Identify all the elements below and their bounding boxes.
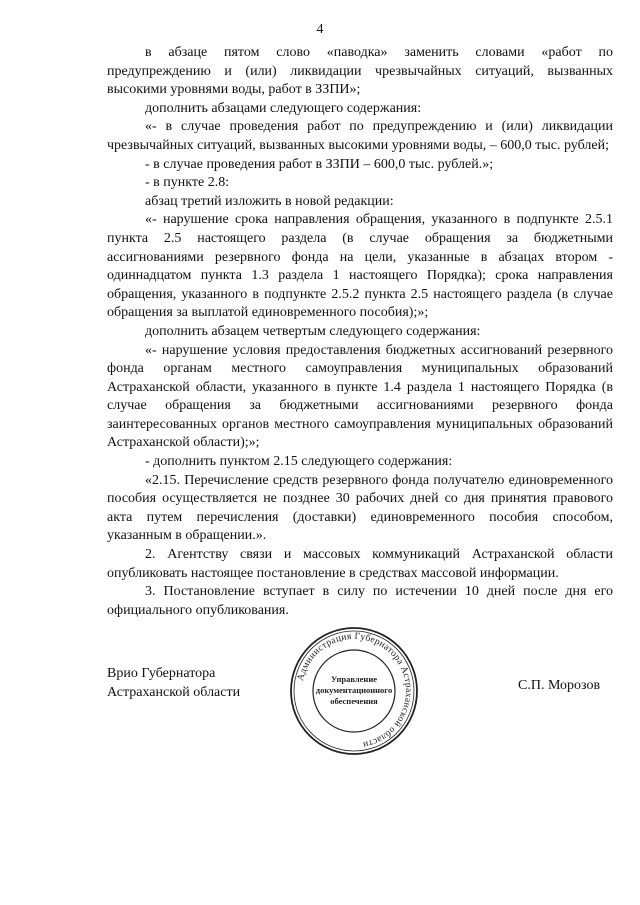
stamp-center-line1: Управление bbox=[330, 674, 378, 684]
signatory-position-line1: Врио Губернатора bbox=[107, 666, 216, 681]
paragraph: «- нарушение срока направления обращения, указанного в подпункте 2.5.1 пункта 2.5 настоящего раздела (в случае обращения за бюджетными ассигнованиями резервного фонда на цели, указанные в абзацах втором - одиннадцатом пункта 1.3 раздела 1 настоящего Порядка); срока направления обращения, указанного в подпункте 2.5.2 пункта 2.5 настоящего раздела (в случае обращения за выплатой единовременного пособия);»; bbox=[107, 212, 613, 321]
paragraph: дополнить абзацем четвертым следующего содержания: bbox=[145, 323, 481, 339]
paragraph: «- в случае проведения работ по предупреждению и (или) ликвидации чрезвычайных ситуаций, вызванных высокими уровнями воды, – 600,0 тыс. рублей; bbox=[107, 119, 613, 153]
paragraph: в абзаце пятом слово «паводка» заменить словами «работ по предупреждению и (или) ликвидации чрезвычайных ситуаций, вызванных высокими уровнями воды, работ в ЗЗПИ»; bbox=[107, 45, 613, 98]
paragraph: «2.15. Перечисление средств резервного фонда получателю единовременного пособия осуществляется не позднее 30 рабочих дней со дня принятия правового акта путем перечисления (доставки) единовременного пособия способом, указанным в обращении.». bbox=[107, 472, 613, 544]
stamp-center-line2: документационного bbox=[315, 685, 393, 695]
page-number: 4 bbox=[316, 22, 324, 37]
signatory-position-line2: Астраханской области bbox=[107, 685, 241, 700]
official-stamp bbox=[289, 626, 419, 756]
signatory-position bbox=[107, 664, 240, 702]
paragraph: абзац третий изложить в новой редакции: bbox=[145, 193, 394, 209]
paragraph: - в случае проведения работ в ЗЗПИ – 600,0 тыс. рублей.»; bbox=[145, 156, 494, 172]
stamp-ring-text: Администрация Губернатора Астраханской области bbox=[295, 630, 415, 751]
paragraph: 3. Постановление вступает в силу по истечении 10 дней после дня его официального опубликования. bbox=[107, 584, 613, 618]
paragraph: «- нарушение условия предоставления бюджетных ассигнований резервного фонда органам местного самоуправления муниципальных образований Астраханской области, указанного в пункте 1.4 раздела 1 настоящего Порядка (в случае обращения за бюджетными ассигнованиями резервного фонда заинтересованных органов местного самоуправления муниципальных образований Астраханской области);»; bbox=[107, 342, 613, 451]
paragraph: дополнить абзацами следующего содержания: bbox=[145, 100, 422, 116]
paragraph: - дополнить пунктом 2.15 следующего содержания: bbox=[145, 454, 453, 470]
signatory-name: С.П. Морозов bbox=[518, 678, 601, 693]
document-body bbox=[107, 44, 613, 620]
paragraph: - в пункте 2.8: bbox=[145, 175, 230, 191]
stamp-center-line3: обеспечения bbox=[330, 696, 378, 706]
paragraph: 2. Агентству связи и массовых коммуникаций Астраханской области опубликовать настоящее постановление в средствах массовой информации. bbox=[107, 547, 613, 581]
